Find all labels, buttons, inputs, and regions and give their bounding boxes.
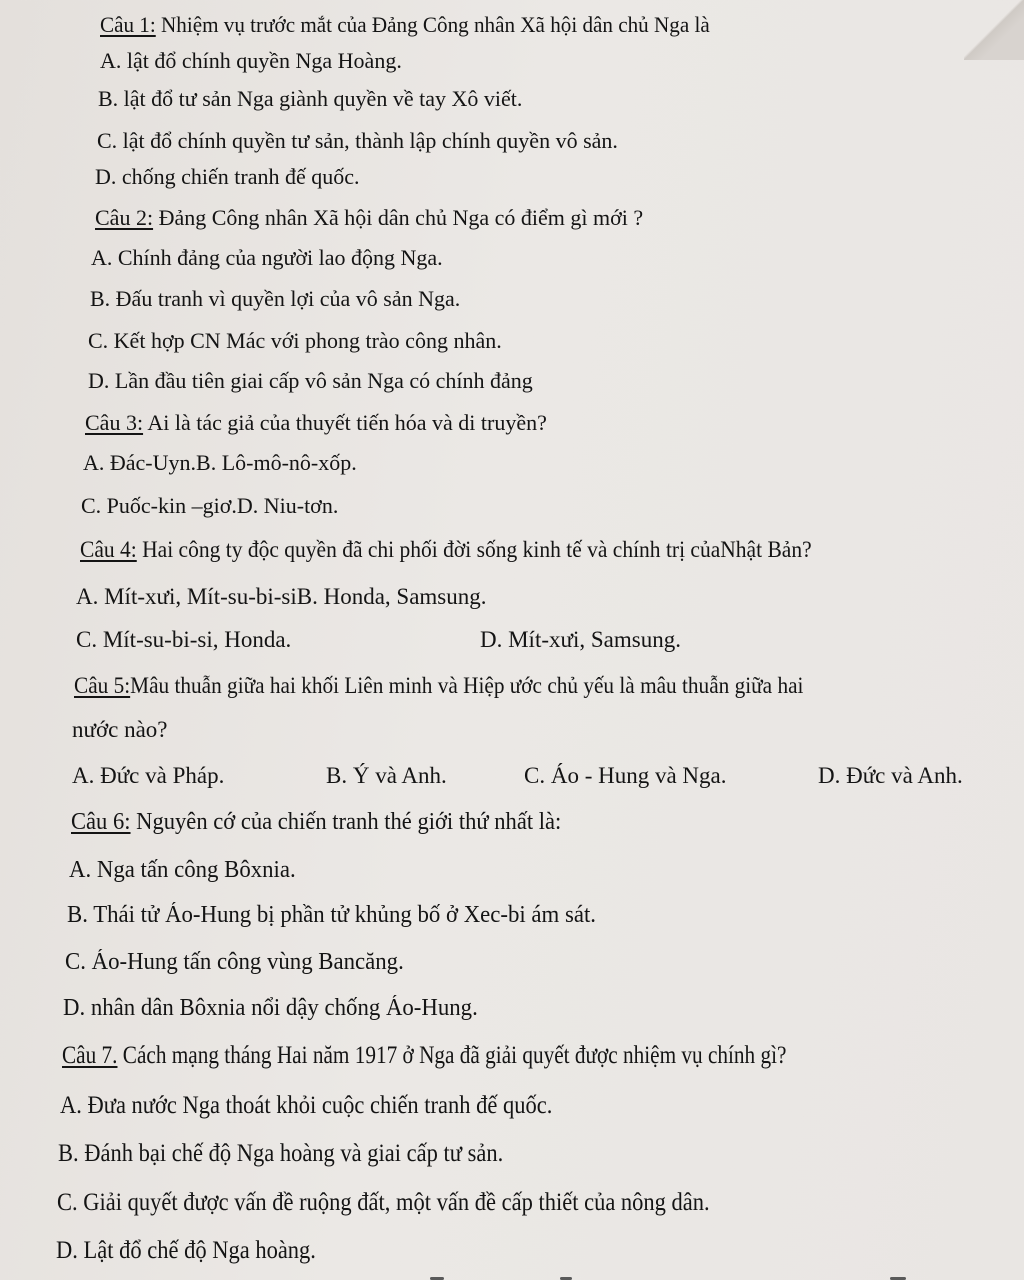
question-7-option-a: A. Đưa nước Nga thoát khỏi cuộc chiến tranh đế quốc. (60, 1092, 553, 1119)
question-7-option-b: B. Đánh bại chế độ Nga hoàng và giai cấp tư sản. (58, 1140, 504, 1167)
question-4-option-d: D. Mít-xưi, Samsung. (480, 627, 681, 652)
question-6-option-c: C. Áo-Hung tấn công vùng Bancăng. (65, 949, 404, 975)
question-7-option-d: D. Lật đổ chế độ Nga hoàng. (56, 1237, 316, 1264)
question-4-stem (80, 538, 812, 561)
question-1-option-d: D. chống chiến tranh đế quốc. (95, 164, 360, 189)
question-5-option-c: C. Áo - Hung và Nga. (524, 763, 727, 788)
question-6-option-b: B. Thái tử Áo-Hung bị phần tử khủng bố ở Xec-bi ám sát. (67, 902, 597, 928)
question-7-label: Câu 7. (62, 1042, 118, 1069)
question-3-text: Ai là tác giả của thuyết tiến hóa và di truyền? (143, 410, 547, 435)
question-5-stem (74, 674, 803, 697)
question-2-text: Đảng Công nhân Xã hội dân chủ Nga có điểm gì mới ? (153, 205, 644, 230)
question-7-stem (62, 1043, 786, 1068)
question-2-label: Câu 2: (95, 205, 154, 230)
question-6-option-d: D. nhân dân Bôxnia nổi dậy chống Áo-Hung. (63, 995, 478, 1021)
question-6-option-a: A. Nga tấn công Bôxnia. (69, 857, 296, 883)
question-1-option-b: B. lật đổ tư sản Nga giành quyền về tay Xô viết. (98, 86, 523, 111)
question-5-continuation: nước nào? (72, 717, 168, 742)
question-4-label: Câu 4: (80, 537, 137, 562)
question-3-option-ab: A. Đác-Uyn.B. Lô-mô-nô-xốp. (83, 450, 357, 475)
question-7-option-c: C. Giải quyết được vấn đề ruộng đất, một vấn đề cấp thiết của nông dân. (57, 1189, 710, 1216)
page-corner-shadow (964, 0, 1024, 60)
question-5-option-a: A. Đức và Pháp. (72, 763, 225, 788)
question-6-label: Câu 6: (71, 809, 131, 835)
question-1-stem (100, 14, 710, 36)
question-2-stem (95, 207, 643, 229)
question-3-label: Câu 3: (85, 410, 144, 435)
question-1-label: Câu 1: (100, 12, 156, 37)
question-3-stem (85, 412, 547, 434)
question-1-option-a: A. lật đổ chính quyền Nga Hoàng. (100, 48, 402, 73)
question-2-option-b: B. Đấu tranh vì quyền lợi của vô sản Nga. (90, 286, 461, 311)
question-5-label: Câu 5: (74, 673, 131, 698)
question-2-option-c: C. Kết hợp CN Mác với phong trào công nhân. (88, 328, 502, 353)
question-4-text: Hai công ty độc quyền đã chi phối đời sống kinh tế và chính trị củaNhật Bản? (136, 537, 812, 562)
question-3-option-cd: C. Puốc-kin –giơ.D. Niu-tơn. (81, 493, 339, 518)
question-6-stem (71, 810, 561, 834)
question-4-option-ab: A. Mít-xưi, Mít-su-bi-siB. Honda, Samsung. (76, 584, 487, 609)
question-7-text: Cách mạng tháng Hai năm 1917 ở Nga đã giải quyết được nhiệm vụ chính gì? (117, 1042, 787, 1069)
question-2-option-a: A. Chính đảng của người lao động Nga. (91, 245, 443, 270)
question-1-option-c: C. lật đổ chính quyền tư sản, thành lập chính quyền vô sản. (97, 128, 618, 153)
question-5-text: Mâu thuẫn giữa hai khối Liên minh và Hiệp ước chủ yếu là mâu thuẫn giữa hai (130, 673, 804, 698)
question-5-option-d: D. Đức và Anh. (818, 763, 963, 788)
question-5-option-b: B. Ý và Anh. (326, 763, 447, 788)
question-2-option-d: D. Lần đầu tiên giai cấp vô sản Nga có chính đảng (88, 368, 533, 393)
question-4-option-c: C. Mít-su-bi-si, Honda. (76, 627, 292, 652)
question-1-text: Nhiệm vụ trước mắt của Đảng Công nhân Xã hội dân chủ Nga là (155, 12, 710, 37)
question-6-text: Nguyên cớ của chiến tranh thé giới thứ nhất là: (130, 809, 562, 835)
